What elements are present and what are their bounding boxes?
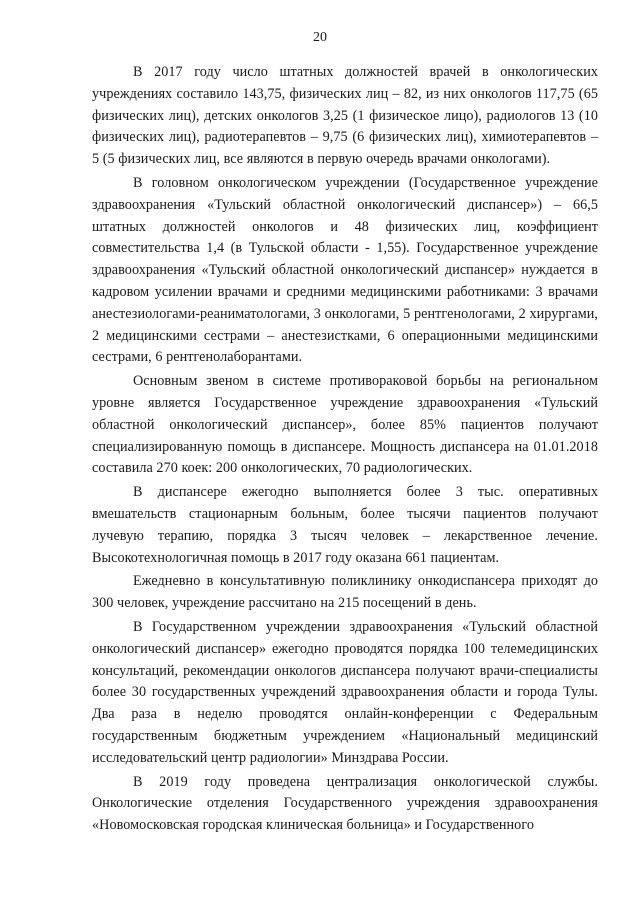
- paragraph-operations: В диспансере ежегодно выполняется более 3 тыс. оперативных вмешательств стационарным больным, более тысячи пациентов получают лучевую терапию, порядка 3 тысяч человек – лекарственное лечение. Высокотехнологичная помощь в 2017 году оказана 661 пациентам.: [92, 484, 598, 566]
- paragraph-staffing: В 2017 году число штатных должностей врачей в онкологических учреждениях составило 143,75, физических лиц – 82, из них онкологов 117,75 (65 физических лиц), детских онкологов 3,25 (1 физическое лицо), радиологов 13 (10 физических лиц), радиотерапевтов – 9,75 (6 физических лиц), химиотерапевтов – 5 (5 физических лиц, все являются в первую очередь врачами онкологами).: [92, 64, 598, 168]
- paragraph-main-link: Основным звеном в системе противораковой борьбы на региональном уровне является Государственное учреждение здравоохранения «Тульский областной онкологический диспансер», более 85% пациентов получают специализированную помощь в диспансере. Мощность диспансера на 01.01.2018 составила 270 коек: 200 онкологических, 70 радиологических.: [92, 373, 598, 477]
- paragraph-telemedicine: В Государственном учреждении здравоохранения «Тульский областной онкологический диспансер» ежегодно проводятся порядка 100 телемедицинских консультаций, рекомендации онкологов диспансера получают врачи-специалисты более 30 государственных учреждений здравоохранения области и города Тулы. Два раза в неделю проводятся онлайн-конференции с Федеральным государственным бюджетным учреждением «Национальный медицинский исследовательский центр радиологии» Минздрава России.: [92, 618, 598, 766]
- paragraph-polyclinic: Ежедневно в консультативную поликлинику онкодиспансера приходят до 300 человек, учреждение рассчитано на 215 посещений в день.: [92, 573, 598, 612]
- document-body: [92, 62, 598, 839]
- paragraph-centralization: В 2019 году проведена централизация онкологической службы. Онкологические отделения Государственного учреждения здравоохранения «Новомосковская городская клиническая больница» и Государственного: [92, 773, 598, 834]
- page-number: 20: [313, 30, 327, 45]
- paragraph-head-institution: В головном онкологическом учреждении (Государственное учреждение здравоохранения «Тульский областной онкологический диспансер») – 66,5 штатных должностей онкологов и 48 физических лиц, коэффициент совместительства 1,4 (в Тульской области - 1,55). Государственное учреждение здравоохранения «Тульский областной онкологический диспансер» нуждается в кадровом усилении врачами и средними медицинскими работниками: 3 врачами анестезиологами-реаниматологами, 3 онкологами, 5 рентгенологами, 2 хирургами, 2 медицинскими сестрами – анестезистками, 6 операционными медицинскими сестрами, 6 рентгенолаборантами.: [92, 174, 598, 366]
